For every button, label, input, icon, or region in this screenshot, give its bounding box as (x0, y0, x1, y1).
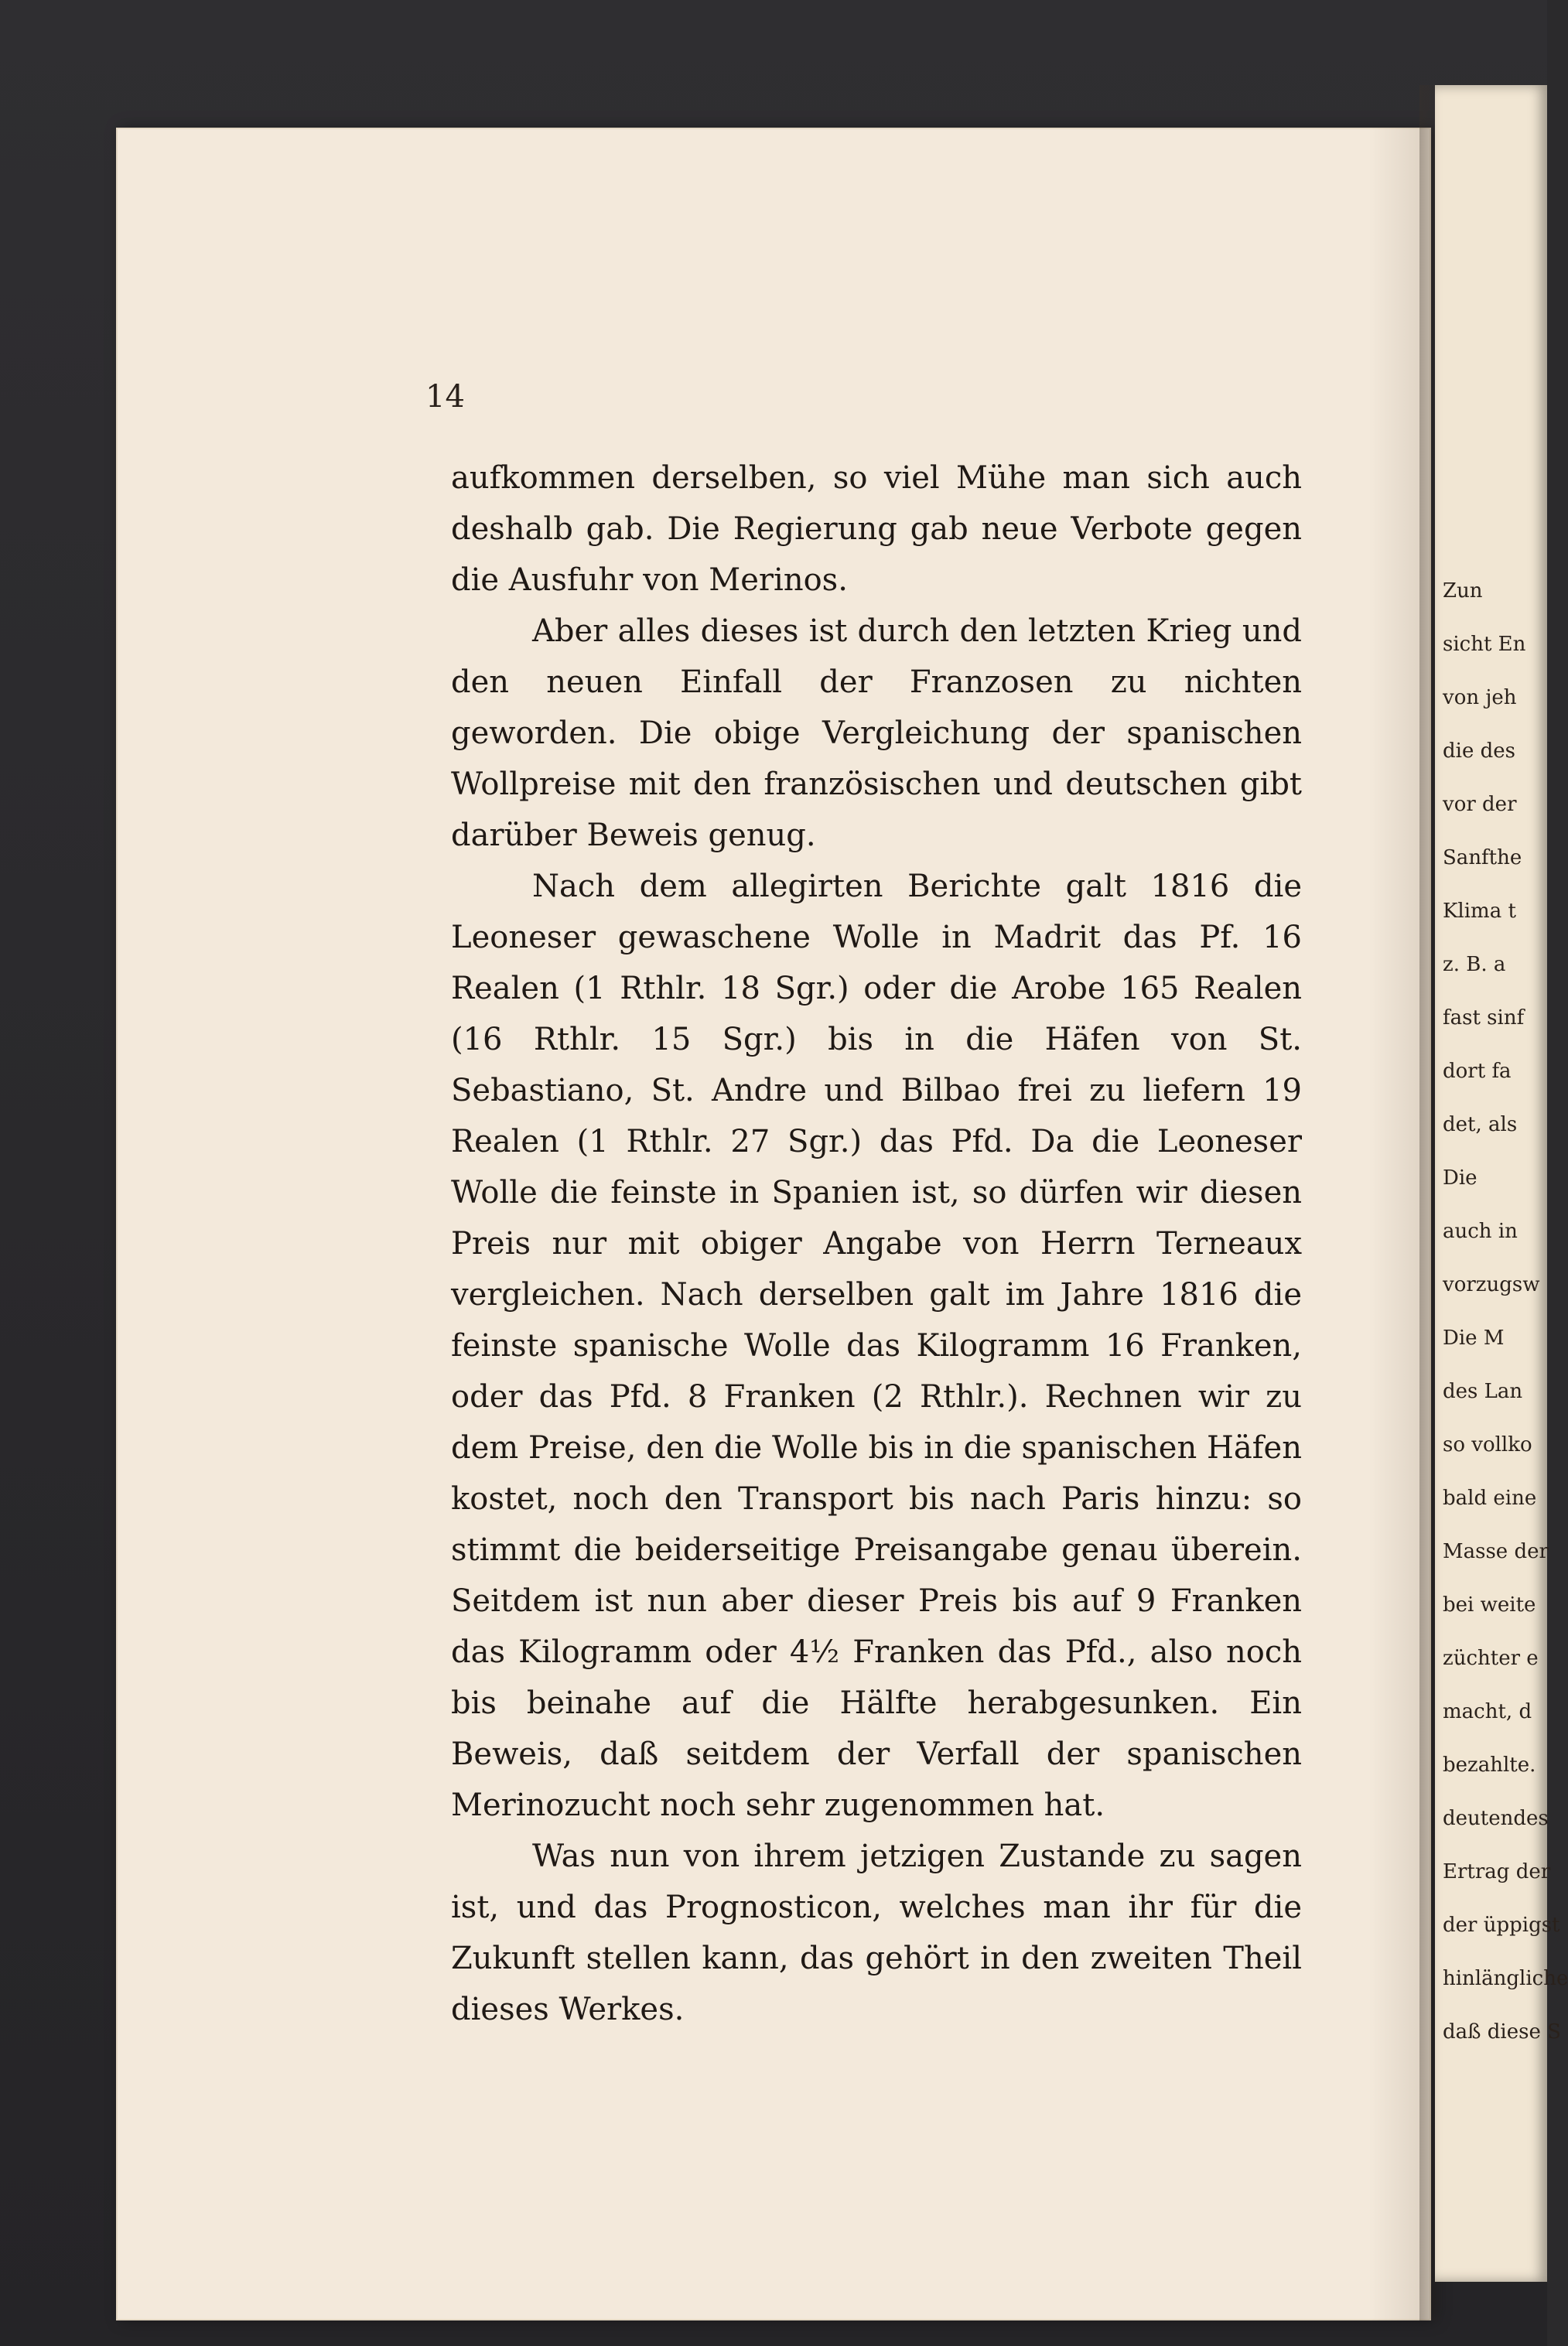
facing-page-line: bei weite (1443, 1593, 1536, 1617)
paragraph: Aber alles dieses ist durch den letzten Krieg und den neuen Einfall der Franzosen zu nichten geworden. Die obige Vergleichung der spanischen Wollpreise mit den französischen und deutschen gibt darüber Beweis genug. (451, 613, 1302, 853)
facing-page-line: Die M (1443, 1327, 1505, 1350)
facing-page-line: Klima t (1443, 900, 1516, 923)
facing-page-line: Masse der (1443, 1540, 1549, 1563)
facing-page-line: det, als (1443, 1113, 1518, 1136)
page-number: 14 (425, 379, 465, 415)
facing-page-line: hinlängliche (1443, 1967, 1568, 1990)
facing-page-line: sicht En (1443, 633, 1526, 656)
facing-page-line: bezahlte. (1443, 1754, 1536, 1777)
facing-page-line: Ertrag der (1443, 1860, 1551, 1883)
facing-page-line: bald eine (1443, 1487, 1537, 1510)
paragraph: Nach dem allegirten Berichte galt 1816 die Leoneser gewaschene Wolle in Madrit das Pf. 16 Realen (1 Rthlr. 18 Sgr.) oder die Arobe 165 Realen (16 Rthlr. 15 Sgr.) bis in die Häfen von St. Sebastiano, St. Andre und Bilbao frei zu liefern 19 Realen (1 Rthlr. 27 Sgr.) das Pfd. Da die Leoneser Wolle die feinste in Spanien ist, so dürfen wir diesen Preis nur mit obiger Angabe von Herrn Terneaux vergleichen. Nach derselben galt im Jahre 1816 die feinste spanische Wolle das Kilogramm 16 Franken, oder das Pfd. 8 Franken (2 Rthlr.). Rechnen wir zu dem Preise, den die Wolle bis in die spanischen Häfen kostet, noch den Transport bis nach Paris hinzu: so stimmt die beiderseitige Preisangabe genau überein. Seitdem ist nun aber dieser Preis bis auf 9 Franken das Kilogramm oder 4½ Franken das Pfd., also noch bis beinahe auf die Hälfte herabgesunken. Ein Beweis, daß seitdem der Verfall der spanischen Merinozucht noch sehr zugenommen hat. (451, 869, 1302, 1823)
facing-page-line: züchter e (1443, 1647, 1539, 1670)
facing-page-line: Sanfthe (1443, 846, 1522, 869)
facing-page-line: vorzugsw (1443, 1273, 1540, 1296)
paragraph: Was nun von ihrem jetzigen Zustande zu sagen ist, und das Prognosticon, welches man ihr für die Zukunft stellen kann, das gehört in den zweiten Theil dieses Werkes. (451, 1839, 1302, 2027)
facing-page-line: des Lan (1443, 1380, 1523, 1403)
facing-page-line: der üppigst (1443, 1914, 1560, 1937)
facing-page-line: auch in (1443, 1220, 1518, 1243)
right-book-page (1435, 85, 1568, 2282)
paragraph: aufkommen derselben, so viel Mühe man sich auch deshalb gab. Die Regierung gab neue Verbote gegen die Ausfuhr von Merinos. (451, 460, 1302, 598)
facing-page-line: dort fa (1443, 1060, 1512, 1083)
facing-page-line: die des (1443, 739, 1515, 763)
facing-page-line: Zun (1443, 579, 1483, 603)
facing-page-line: vor der (1443, 793, 1517, 816)
facing-page-text (1443, 565, 1568, 2059)
facing-page-line: von jeh (1443, 686, 1517, 709)
facing-page-line: macht, d (1443, 1700, 1532, 1723)
facing-page-line: daß diese S (1443, 2020, 1561, 2044)
facing-page-line: so vollko (1443, 1433, 1532, 1456)
facing-page-line: Die (1443, 1166, 1477, 1190)
page-body-text (451, 452, 1302, 2035)
facing-page-line: fast sinf (1443, 1006, 1525, 1030)
facing-page-line: z. B. a (1443, 953, 1506, 976)
facing-page-line: deutendes (1443, 1807, 1549, 1830)
